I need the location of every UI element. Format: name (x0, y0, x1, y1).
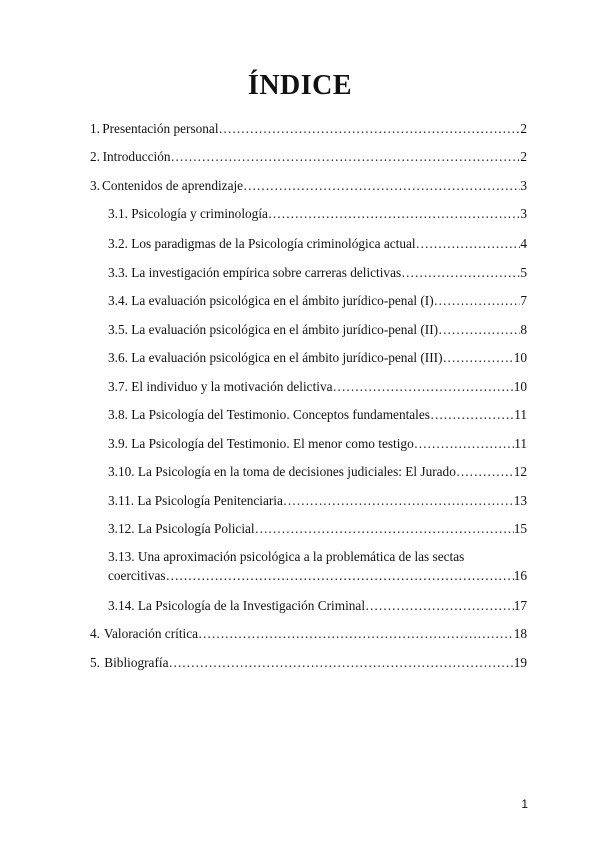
toc-entry-2[interactable] (90, 148, 527, 165)
toc-entry-label: Introducción (102, 149, 171, 164)
toc-entry-number: 5. (90, 655, 100, 670)
toc-entry-label: 3.9. La Psicología del Testimonio. El menor como testigo (108, 436, 414, 451)
toc-entry-3-11[interactable] (108, 492, 527, 509)
toc-leader-dots (443, 349, 514, 366)
toc-entry-1[interactable] (90, 120, 527, 137)
toc-leader-dots (438, 321, 520, 338)
toc-leader-dots (169, 654, 514, 671)
toc-entry-label: 3.5. La evaluación psicológica en el ámbito jurídico-penal (II) (108, 322, 439, 337)
toc-entry-3-5[interactable] (108, 321, 527, 338)
toc-entry-label: Presentación personal (102, 121, 219, 136)
toc-entry-label: 3.8. La Psicología del Testimonio. Conceptos fundamentales (108, 407, 430, 422)
toc-entry-3[interactable] (90, 177, 527, 194)
toc-entry-page: 17 (513, 598, 527, 613)
toc-entry-page: 11 (514, 436, 527, 451)
toc-entry-page: 3 (520, 206, 527, 221)
toc-entry-page: 4 (520, 236, 527, 251)
toc-leader-dots (255, 520, 514, 537)
toc-entry-3-7[interactable] (108, 378, 527, 395)
toc-leader-dots (456, 463, 514, 480)
toc-entry-page: 5 (520, 265, 527, 280)
toc-entry-number: 3. (90, 178, 100, 193)
toc-entry-page: 18 (513, 626, 527, 641)
toc-entry-4[interactable] (90, 625, 527, 642)
toc-entry-page: 11 (514, 407, 527, 422)
toc-leader-dots (430, 406, 514, 423)
toc-leader-dots (268, 205, 520, 222)
toc-entry-page: 12 (513, 464, 527, 479)
toc-entry-label: 3.14. La Psicología de la Investigación Criminal (108, 598, 366, 613)
toc-leader-dots (401, 264, 520, 281)
page-title: ÍNDICE (247, 70, 353, 101)
toc-entry-page: 3 (520, 178, 527, 193)
toc-entry-page: 16 (513, 568, 527, 583)
toc-entry-3-3[interactable] (108, 264, 527, 281)
toc-entry-page: 19 (513, 655, 527, 670)
toc-entry-3-9[interactable] (108, 435, 527, 452)
toc-entry-label: 3.4. La evaluación psicológica en el ámbito jurídico-penal (I) (108, 293, 434, 308)
toc-entry-3-2[interactable] (108, 235, 527, 252)
toc-entry-3-14[interactable] (108, 597, 527, 614)
toc-leader-dots (166, 566, 514, 585)
toc-leader-dots (219, 120, 521, 137)
toc-entry-label: 3.13. Una aproximación psicológica a la problemática de las sectas (108, 549, 465, 564)
toc-entry-3-4[interactable] (108, 292, 527, 309)
toc-entry-page: 13 (513, 493, 527, 508)
toc-entry-label: Valoración crítica (103, 626, 199, 641)
toc-leader-dots (283, 492, 514, 509)
toc-entry-page: 8 (520, 322, 527, 337)
toc-entry-label: Contenidos de aprendizaje (102, 178, 244, 193)
toc-entry-page: 2 (520, 149, 527, 164)
toc-entry-label: Bibliografía (104, 655, 169, 670)
toc-entry-3-12[interactable] (108, 520, 527, 537)
page-number: 1 (521, 797, 528, 811)
toc-entry-label: 3.7. El individuo y la motivación delictiva (108, 379, 333, 394)
toc-entry-5[interactable] (90, 654, 527, 671)
toc-leader-dots (333, 378, 514, 395)
toc-entry-label-continued: coercitivas (108, 568, 166, 583)
toc-entry-number: 4. (90, 626, 100, 641)
toc-entry-label: 3.2. Los paradigmas de la Psicología criminológica actual (108, 236, 416, 251)
toc-entry-3-6[interactable] (108, 349, 527, 366)
toc-entry-page: 10 (513, 379, 527, 394)
toc-entry-3-10[interactable] (108, 463, 527, 480)
toc-leader-dots (243, 177, 520, 194)
toc-entry-label: 3.1. Psicología y criminología (108, 206, 268, 221)
toc-leader-dots (365, 597, 514, 614)
toc-entry-3-13[interactable] (108, 547, 527, 585)
toc-entry-page: 10 (513, 350, 527, 365)
toc-entry-label: 3.12. La Psicología Policial (108, 521, 255, 536)
toc-entry-number: 1. (90, 121, 100, 136)
toc-entry-page: 2 (520, 121, 527, 136)
toc-leader-dots (171, 148, 521, 165)
toc-entry-label: 3.6. La evaluación psicológica en el ámbito jurídico-penal (III) (108, 350, 443, 365)
toc-entry-label: 3.3. La investigación empírica sobre carreras delictivas (108, 265, 402, 280)
toc-entry-3-1[interactable] (108, 205, 527, 222)
toc-entry-label: 3.11. La Psicología Penitenciaria (108, 493, 283, 508)
toc-leader-dots (416, 235, 521, 252)
toc-leader-dots (414, 435, 514, 452)
toc-leader-dots (198, 625, 514, 642)
toc-entry-page: 15 (513, 521, 527, 536)
toc-entry-label: 3.10. La Psicología en la toma de decisiones judiciales: El Jurado (108, 464, 456, 479)
toc-entry-page: 7 (520, 293, 527, 308)
toc-entry-number: 2. (90, 149, 100, 164)
toc-entry-3-8[interactable] (108, 406, 527, 423)
toc-leader-dots (434, 292, 521, 309)
